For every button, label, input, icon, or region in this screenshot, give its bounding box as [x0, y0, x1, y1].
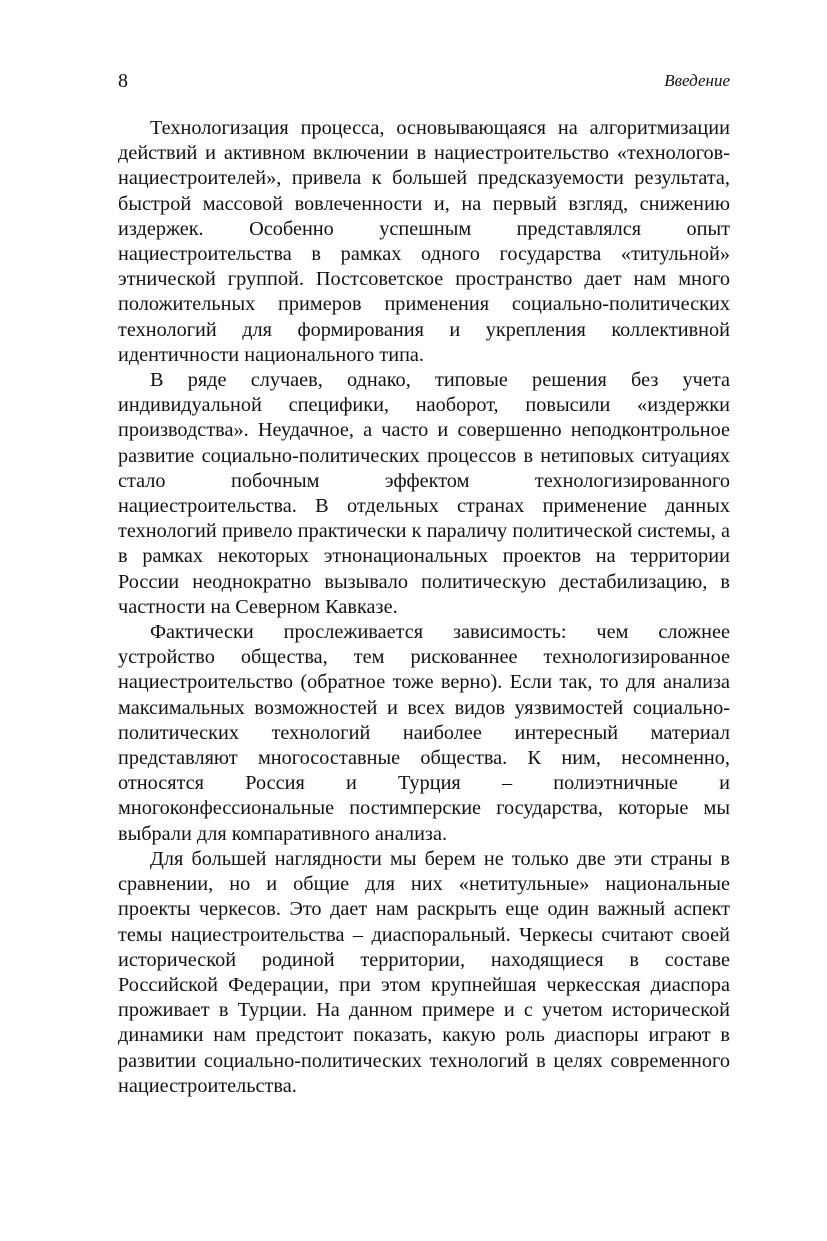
body-text [118, 116, 730, 1099]
running-head [118, 66, 730, 96]
paragraph-3: Фактически прослеживается зависимость: чем сложнее устройство общества, тем рискованнее технологизированное нациестроительство (обратное тоже верно). Если так, то для анализа максимальных возможностей и всех видов уязвимостей социально-политических технологий наиболее интересный материал представляют многосоставные общества. К ним, несомненно, относятся Россия и Турция – полиэтничные и многоконфессиональные постимперские государства, которые мы выбрали для компаративного анализа. [118, 621, 730, 845]
paragraph-1: Технологизация процесса, основывающаяся на алгоритмизации действий и активном включении в нациестроительство «технологов-нациестроителей», привела к большей предсказуемости результата, быстрой массовой вовлеченности и, на первый взгляд, снижению издержек. Особенно успешным представлялся опыт нациестроительства в рамках одного государства «титульной» этнической группой. Постсоветское пространство дает нам много положительных примеров применения социально-политических технологий для формирования и укрепления коллективной идентичности национального типа. [118, 117, 730, 366]
paragraph-2: В ряде случаев, однако, типовые решения без учета индивидуальной специфики, наоборот, повысили «издержки производства». Неудачное, а часто и совершенно неподконтрольное развитие социально-политических процессов в нетиповых ситуациях стало побочным эффектом технологизированного нациестроительства. В отдельных странах применение данных технологий привело практически к параличу политической системы, а в рамках некоторых этнонациональных проектов на территории России неоднократно вызывало политическую дестабилизацию, в частности на Северном Кавказе. [118, 369, 730, 618]
page-number: 8 [118, 70, 128, 92]
section-title: Введение [664, 71, 730, 90]
paragraph-4: Для большей наглядности мы берем не только две эти страны в сравнении, но и общие для них «нетитульные» национальные проекты черкесов. Это дает нам раскрыть еще один важный аспект темы нациестроительства – диаспоральный. Черкесы считают своей исторической родиной территории, находящиеся в составе Российской Федерации, при этом крупнейшая черкесская диаспора проживает в Турции. На данном примере и с учетом исторической динамики нам предстоит показать, какую роль диаспоры играют в развитии социально-политических технологий в целях современного нациестроительства. [118, 847, 730, 1097]
